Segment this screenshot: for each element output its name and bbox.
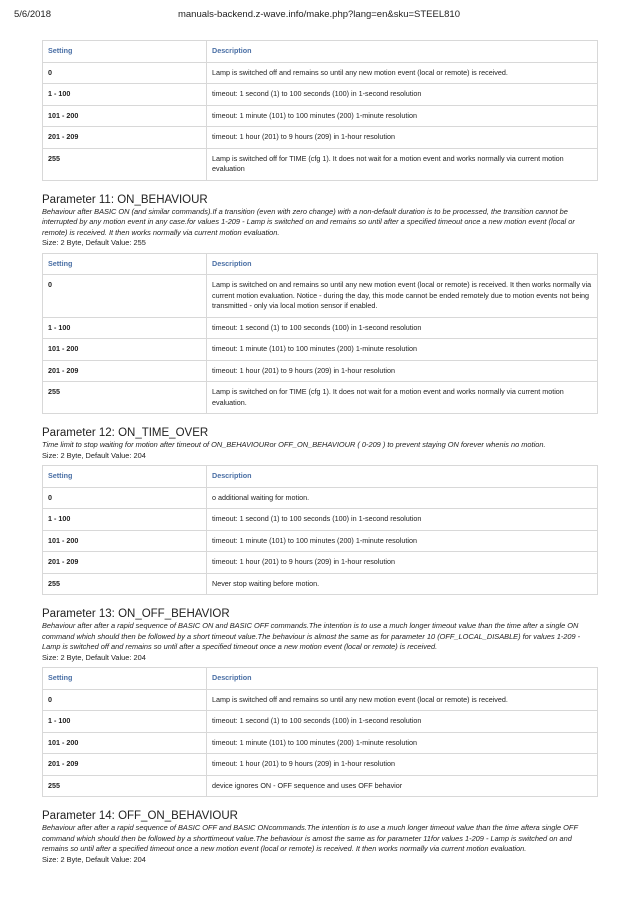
table-row xyxy=(43,275,598,318)
table-row xyxy=(43,360,598,382)
table-header-row xyxy=(43,41,598,63)
description-header: Description xyxy=(207,253,598,275)
setting-cell: 201 - 209 xyxy=(43,360,207,382)
description-cell: timeout: 1 second (1) to 100 seconds (100) in 1-second resolution xyxy=(207,317,598,339)
setting-cell: 0 xyxy=(43,62,207,84)
parameter-title: Parameter 14: OFF_ON_BEHAVIOUR xyxy=(42,810,238,822)
setting-cell: 201 - 209 xyxy=(43,127,207,149)
description-cell: timeout: 1 hour (201) to 9 hours (209) in 1-hour resolution xyxy=(207,360,598,382)
description-cell: Lamp is switched on for TIME (cfg 1). It does not wait for a motion event and works normally via current motion evaluation. xyxy=(207,382,598,414)
description-cell: Lamp is switched off for TIME (cfg 1). It does not wait for a motion event and works normally via current motion evaluation xyxy=(207,148,598,180)
setting-cell: 101 - 200 xyxy=(43,339,207,361)
parameter-size: Size: 2 Byte, Default Value: 204 xyxy=(42,450,146,460)
setting-cell: 101 - 200 xyxy=(43,530,207,552)
settings-table xyxy=(42,465,598,595)
parameter-section xyxy=(42,427,598,595)
setting-cell: 1 - 100 xyxy=(43,711,207,733)
table-row xyxy=(43,552,598,574)
description-cell: timeout: 1 second (1) to 100 seconds (100) in 1-second resolution xyxy=(207,711,598,733)
parameter-size: Size: 2 Byte, Default Value: 204 xyxy=(42,652,146,662)
description-cell: Lamp is switched on and remains so until any new motion event (local or remote) is received. It then works normally via current motion evaluation. Notice - during the day, this mode cannot be ended remotely due to motion events not being transmitted - only via local motion sensor if enabled. xyxy=(207,275,598,318)
description-cell: Lamp is switched off and remains so until any new motion event (local or remote) is received. xyxy=(207,62,598,84)
description-header: Description xyxy=(207,668,598,690)
table-row xyxy=(43,487,598,509)
setting-header: Setting xyxy=(43,668,207,690)
table-row xyxy=(43,148,598,180)
description-cell: device ignores ON - OFF sequence and uses OFF behavior xyxy=(207,775,598,797)
parameter-title: Parameter 11: ON_BEHAVIOUR xyxy=(42,193,208,206)
table-row xyxy=(43,105,598,127)
parameter-section xyxy=(42,194,598,415)
setting-header: Setting xyxy=(43,41,207,63)
table-row xyxy=(43,127,598,149)
setting-cell: 1 - 100 xyxy=(43,84,207,106)
setting-cell: 101 - 200 xyxy=(43,105,207,127)
table-row xyxy=(43,382,598,414)
description-cell: timeout: 1 minute (101) to 100 minutes (200) 1-minute resolution xyxy=(207,732,598,754)
parameter-description: Time limit to stop waiting for motion after timeout of ON_BEHAVIOURor OFF_ON_BEHAVIOUR ( 0-209 ) to prevent staying ON forever whenis no motion. xyxy=(42,440,546,449)
description-cell: timeout: 1 hour (201) to 9 hours (209) in 1-hour resolution xyxy=(207,552,598,574)
table-row xyxy=(43,689,598,711)
table-row xyxy=(43,711,598,733)
table-row xyxy=(43,732,598,754)
table-row xyxy=(43,84,598,106)
document-content xyxy=(42,40,598,869)
setting-cell: 201 - 209 xyxy=(43,754,207,776)
description-cell: timeout: 1 minute (101) to 100 minutes (200) 1-minute resolution xyxy=(207,530,598,552)
table-row xyxy=(43,509,598,531)
description-cell: timeout: 1 second (1) to 100 seconds (100) in 1-second resolution xyxy=(207,509,598,531)
setting-cell: 255 xyxy=(43,573,207,595)
table-header-row xyxy=(43,253,598,275)
description-cell: timeout: 1 hour (201) to 9 hours (209) in 1-hour resolution xyxy=(207,754,598,776)
description-cell: timeout: 1 minute (101) to 100 minutes (200) 1-minute resolution xyxy=(207,105,598,127)
description-cell: Lamp is switched off and remains so until any new motion event (local or remote) is received. xyxy=(207,689,598,711)
settings-table-parameter-10 xyxy=(42,40,598,181)
table-header-row xyxy=(43,466,598,488)
parameter-description: Behaviour after after a rapid sequence of BASIC ON and BASIC OFF commands.The intention is to use a much longer timeout value than the time after a single ON command which should then be followed by a short timeout value.The behaviour is almost the same as for parameter 10 (OFF_LOCAL_DISABLE) for values 1-209 - Lamp is switched off and remains so until after a specified timeout once a new motion event (local or remote) is received. xyxy=(42,621,581,651)
setting-cell: 0 xyxy=(43,689,207,711)
setting-header: Setting xyxy=(43,466,207,488)
table-row xyxy=(43,317,598,339)
setting-cell: 1 - 100 xyxy=(43,509,207,531)
parameter-size: Size: 2 Byte, Default Value: 204 xyxy=(42,854,146,864)
setting-cell: 201 - 209 xyxy=(43,552,207,574)
table-row xyxy=(43,339,598,361)
parameter-description: Behaviour after BASIC ON (and similar commands).If a transition (even with zero change) with a non-default duration is to be processed, the transition cannot be interrupted by any motion event in any case.for values 1-209 - Lamp is switched on and remains so until after a specified timeout once a new motion event (local or remote) is received. It then works normally via current motion evaluation. xyxy=(42,206,575,237)
table-row xyxy=(43,754,598,776)
setting-cell: 0 xyxy=(43,275,207,318)
settings-table xyxy=(42,667,598,797)
description-cell: timeout: 1 minute (101) to 100 minutes (200) 1-minute resolution xyxy=(207,339,598,361)
description-cell: o additional waiting for motion. xyxy=(207,487,598,509)
setting-header: Setting xyxy=(43,253,207,275)
parameter-section xyxy=(42,608,598,797)
description-header: Description xyxy=(207,41,598,63)
table-row xyxy=(43,62,598,84)
table-row xyxy=(43,573,598,595)
print-date: 5/6/2018 xyxy=(14,9,51,20)
print-url: manuals-backend.z-wave.info/make.php?lang=en&sku=STEEL810 xyxy=(177,9,460,20)
parameter-section xyxy=(42,810,598,865)
description-cell: Never stop waiting before motion. xyxy=(207,573,598,595)
table-row xyxy=(43,530,598,552)
description-cell: timeout: 1 hour (201) to 9 hours (209) in 1-hour resolution xyxy=(207,127,598,149)
description-header: Description xyxy=(207,466,598,488)
table-header-row xyxy=(43,668,598,690)
parameter-title: Parameter 12: ON_TIME_OVER xyxy=(42,427,209,439)
parameter-title: Parameter 13: ON_OFF_BEHAVIOR xyxy=(42,608,230,620)
setting-cell: 0 xyxy=(43,487,207,509)
setting-cell: 255 xyxy=(43,382,207,414)
table-row xyxy=(43,775,598,797)
parameter-size: Size: 2 Byte, Default Value: 255 xyxy=(42,238,146,247)
setting-cell: 1 - 100 xyxy=(43,317,207,339)
setting-cell: 255 xyxy=(43,148,207,180)
description-cell: timeout: 1 second (1) to 100 seconds (100) in 1-second resolution xyxy=(207,84,598,106)
parameter-description: Behaviour after after a rapid sequence of BASIC OFF and BASIC ONcommands.The intention is to use a much longer timeout value than the time aftera single OFF command which should then be followed by a shorttimeout value.The behaviour is amost the same as for parameter 11for values 1-209 - Lamp is switched on and remains so until after a specified timeout once a new motion event (local or remote) is received. It then works normally via current motion evaluation. xyxy=(42,823,578,853)
settings-table xyxy=(42,253,598,415)
setting-cell: 101 - 200 xyxy=(43,732,207,754)
setting-cell: 255 xyxy=(43,775,207,797)
